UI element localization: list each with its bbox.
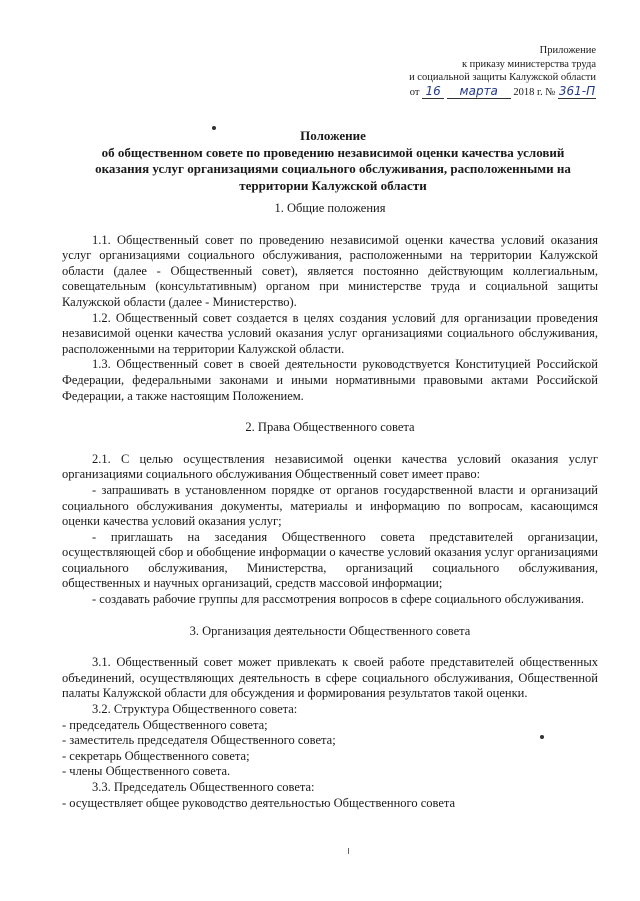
paragraph-2-1-item-2: - приглашать на заседания Общественного совета представителей организации, осуществляющей сбор и обобщение информации о качестве условий оказания услуг организациями социального обслуживания, Министерства, организаций социального обслуживания, общественных и научных организаций, средств массовой информации; — [62, 529, 598, 591]
header-line-3: и социальной защиты Калужской области — [409, 72, 596, 83]
section-3-heading: 3. Организация деятельности Общественного совета — [189, 623, 471, 638]
paragraph-1-1: 1.1. Общественный совет по проведению независимой оценки качества условий оказания услуг организациями социального обслуживания, расположенными на территории Калужской области (далее - Общественный совет), является постоянно действующим коллегиальным, совещательным (консультативным) органом при министерстве труда и социальной защиты Калужской области (далее - Министерство). — [62, 232, 598, 309]
structure-item-deputy: - заместитель председателя Общественного совета; — [62, 733, 336, 748]
scan-speck — [348, 848, 349, 854]
section-1-heading: 1. Общие положения — [274, 201, 386, 215]
header-line-2: к приказу министерства труда — [461, 58, 596, 70]
paragraph-3-2: 3.2. Структура Общественного совета: — [92, 702, 298, 717]
scan-speck — [212, 126, 216, 130]
approval-header — [356, 44, 596, 99]
order-line — [356, 85, 596, 100]
order-year: 2018 г. № — [513, 86, 556, 98]
structure-item-members: - члены Общественного совета. — [62, 764, 231, 779]
title-line-4: территории Калужской области — [239, 177, 427, 193]
paragraph-2-1-item-1: - запрашивать в установленном порядке от органов государственной власти и организаций социального обслуживания документы, материалы и информацию по вопросам, касающимся оценки качества условий оказания услуг; — [62, 482, 598, 529]
order-date-month: марта — [447, 85, 511, 100]
paragraph-3-1: 3.1. Общественный совет может привлекать к своей работе представителей общественных объединений, осуществляющих деятельность в сфере социального обслуживания, Общественной палаты Калужской области для обсуждения и формирования результатов такой оценки. — [62, 655, 598, 701]
document-body — [62, 185, 598, 811]
paragraph-1-3: 1.3. Общественный совет в своей деятельности руководствуется Конституцией Российской Федерации, федеральными законами и иными нормативными правовыми актами Российской Федерации, а также настоящим Положением. — [62, 357, 598, 403]
section-2-heading: 2. Права Общественного совета — [245, 420, 415, 435]
paragraph-1-2: 1.2. Общественный совет создается в целях создания условий для организации проведения независимой оценки качества условий оказания услуг организациями социального обслуживания, расположенными на территории Калужской области. — [62, 310, 598, 356]
paragraph-2-1: 2.1. С целью осуществления независимой оценки качества условий оказания услуг организациями социального обслуживания Общественный совет имеет право: — [62, 451, 598, 482]
structure-item-secretary: - секретарь Общественного совета; — [62, 748, 250, 763]
order-prefix: от — [409, 86, 420, 98]
order-date-day: 16 — [422, 85, 444, 100]
paragraph-3-3: 3.3. Председатель Общественного совета: — [92, 780, 315, 794]
scan-speck — [540, 735, 544, 739]
header-line-1: Приложение — [539, 45, 596, 56]
title-line-2: об общественном совете по проведению независимой оценки качества условий — [101, 144, 565, 160]
structure-item-chair: - председатель Общественного совета; — [62, 717, 268, 732]
title-line-3: оказания услуг организациями социального обслуживания, расположенными на — [95, 161, 571, 176]
title-line-1: Положение — [300, 128, 366, 143]
paragraph-2-1-item-3: - создавать рабочие группы для рассмотрения вопросов в сфере социального обслуживания. — [92, 592, 585, 607]
paragraph-3-3-item-1: - осуществляет общее руководство деятельностью Общественного совета — [62, 795, 456, 810]
order-number: 361-П — [558, 83, 596, 98]
